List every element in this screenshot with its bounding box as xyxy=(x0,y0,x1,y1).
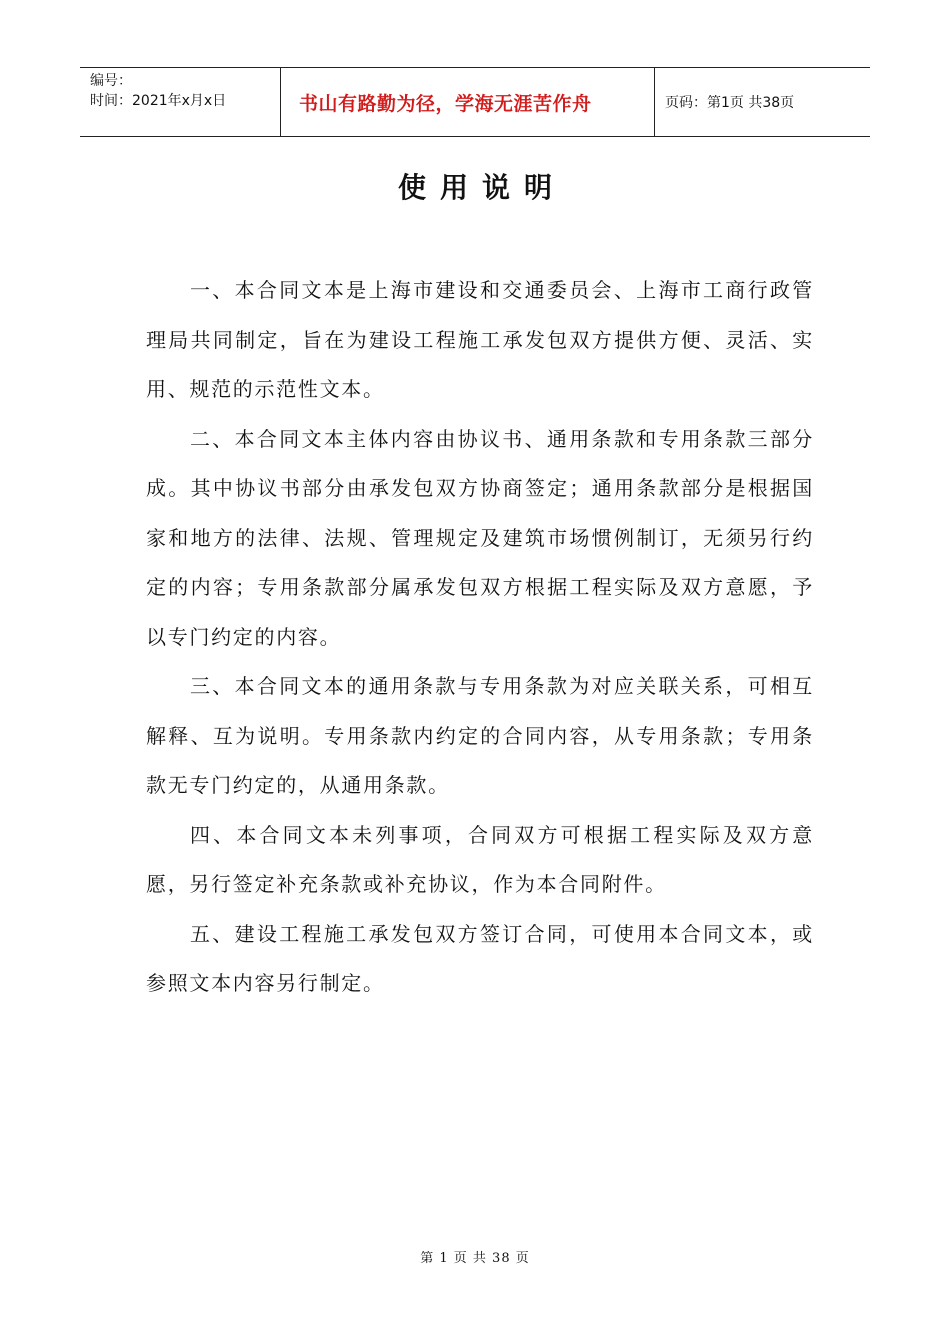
paragraph: 一、本合同文本是上海市建设和交通委员会、上海市工商行政管理局共同制定，旨在为建设工程施工承发包双方提供方便、灵活、实用、规范的示范性文本。 xyxy=(146,278,814,401)
page-footer: 第 1 页 共 38 页 xyxy=(420,1251,530,1266)
paragraph: 二、本合同文本主体内容由协议书、通用条款和专用条款三部分成。其中协议书部分由承发包双方协商签定；通用条款部分是根据国家和地方的法律、法规、管理规定及建筑市场惯例制订，无须另行约定的内容；专用条款部分属承发包双方根据工程实际及双方意愿，予以专门约定的内容。 xyxy=(146,426,814,649)
page-title: 使用说明 xyxy=(397,171,566,204)
document-header xyxy=(80,67,870,137)
paragraph: 三、本合同文本的通用条款与专用条款为对应关联关系，可相互解释、互为说明。专用条款内约定的合同内容，从专用条款；专用条款无专门约定的，从通用条款。 xyxy=(146,674,814,797)
document-body xyxy=(146,266,814,1009)
document-number-label: 编号： xyxy=(90,73,132,89)
header-meta-cell xyxy=(80,68,281,136)
paragraph: 四、本合同文本未列事项，合同双方可根据工程实际及双方意愿，另行签定补充条款或补充协议，作为本合同附件。 xyxy=(146,822,814,896)
document-date: 时间：2021年x月x日 xyxy=(90,93,227,109)
header-motto: 书山有路勤为径，学海无涯苦作舟 xyxy=(281,68,655,136)
paragraph: 五、建设工程施工承发包双方签订合同，可使用本合同文本，或参照文本内容另行制定。 xyxy=(146,921,814,995)
header-page-code: 页码：第1页 共38页 xyxy=(665,95,795,111)
